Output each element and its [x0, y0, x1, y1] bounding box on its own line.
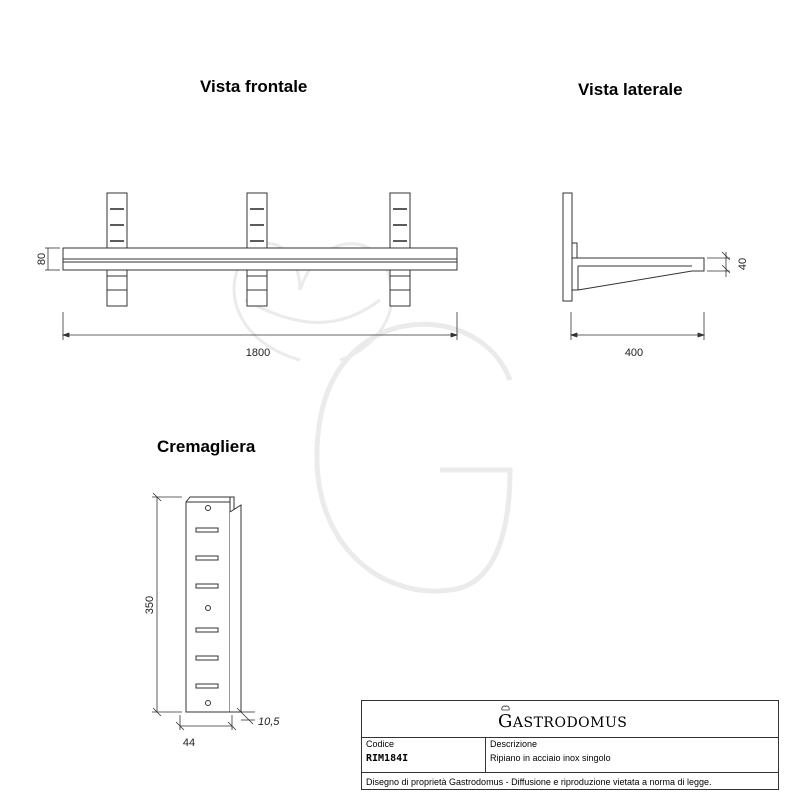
side-view [563, 193, 730, 340]
bracket-lower-right [390, 270, 410, 306]
description-value: Ripiano in acciaio inox singolo [490, 753, 611, 763]
description-label: Descrizione [490, 739, 538, 749]
code-cell [362, 737, 486, 772]
dim-side-depth: 400 [624, 347, 644, 359]
code-value: RIM184I [366, 753, 409, 764]
side-shelf [572, 258, 704, 290]
rack-flange [230, 505, 241, 712]
side-view-title: Vista laterale [578, 80, 683, 99]
front-view [45, 193, 457, 340]
dim-rack-width: 44 [182, 737, 196, 749]
rack-view-title: Cremagliera [157, 437, 256, 456]
dim-rack-height: 350 [144, 595, 156, 615]
ownership-notice: Disegno di proprietà Gastrodomus - Diffusione e riproduzione vietata a norma di legge. [366, 777, 712, 787]
dim-front-length: 1800 [245, 347, 271, 359]
dim-front-height: 80 [36, 252, 48, 266]
front-view-title: Vista frontale [200, 77, 308, 96]
footer-row [362, 772, 778, 791]
dim-side-height: 40 [737, 257, 749, 271]
description-cell [486, 737, 779, 772]
side-upright [563, 193, 572, 301]
dim-rack-depth: 10,5 [258, 716, 280, 728]
bracket-lower-left [107, 270, 127, 306]
rack-view [152, 493, 255, 730]
bracket-lower-middle [247, 270, 267, 306]
code-label: Codice [366, 739, 395, 749]
bracket-upper-middle [247, 193, 267, 248]
bracket-upper-right [390, 193, 410, 248]
title-block [361, 700, 779, 790]
title-block-logo-row [362, 701, 778, 738]
bracket-upper-left [107, 193, 127, 248]
brand-rest: ASTRODOMUS [512, 715, 628, 731]
watermark-logo [234, 244, 510, 592]
brand-initial: G [498, 711, 513, 732]
brand-logo [498, 711, 627, 732]
